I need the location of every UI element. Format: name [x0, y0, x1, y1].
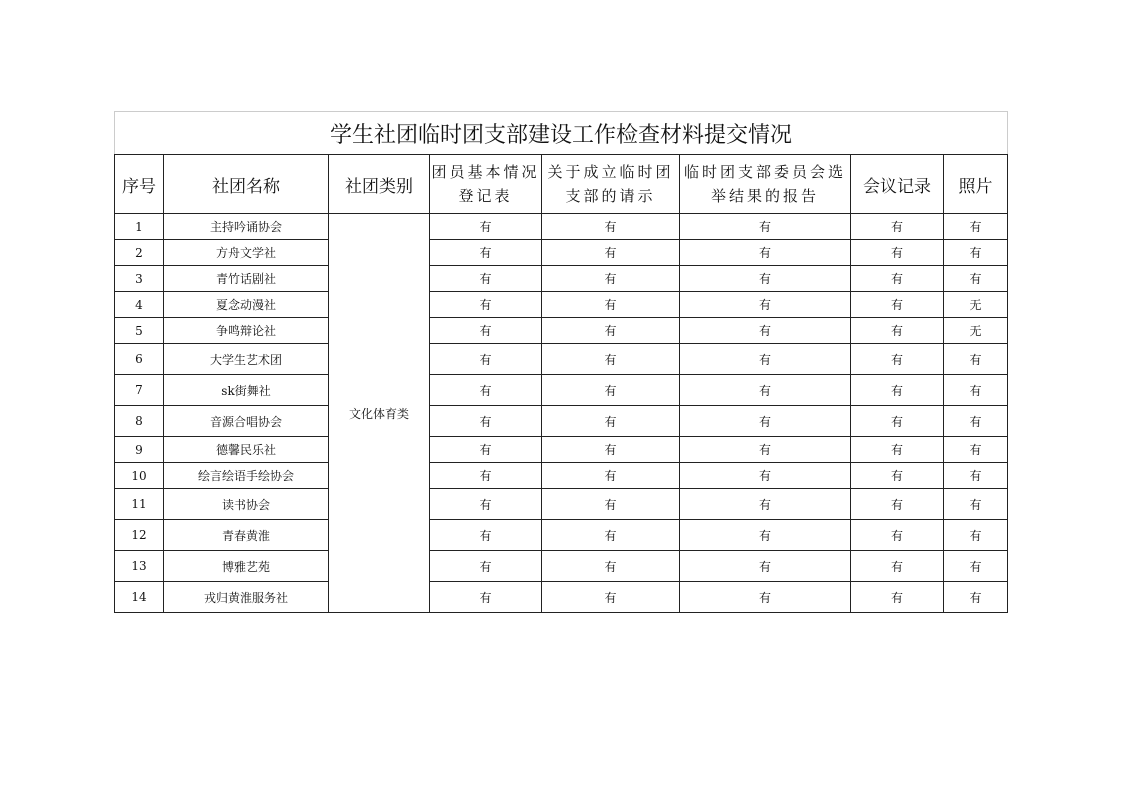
- table-row: [115, 292, 1008, 318]
- row-committee-election-report: 有: [680, 318, 851, 344]
- row-club-name: 绘言绘语手绘协会: [164, 463, 329, 489]
- row-club-name: 青竹话剧社: [164, 266, 329, 292]
- row-member-registration-form: 有: [430, 318, 542, 344]
- row-meeting-minutes: 有: [851, 318, 944, 344]
- row-committee-election-report: 有: [680, 240, 851, 266]
- row-branch-establishment-request: 有: [542, 463, 680, 489]
- row-meeting-minutes: 有: [851, 463, 944, 489]
- table-row: [115, 266, 1008, 292]
- header-club-name: 社团名称: [164, 155, 329, 214]
- row-index: 9: [115, 437, 164, 463]
- row-index: 2: [115, 240, 164, 266]
- row-club-name: 争鸣辩论社: [164, 318, 329, 344]
- row-photos: 有: [944, 406, 1008, 437]
- row-photos: 有: [944, 240, 1008, 266]
- row-branch-establishment-request: 有: [542, 266, 680, 292]
- row-meeting-minutes: 有: [851, 375, 944, 406]
- row-photos: 有: [944, 344, 1008, 375]
- row-member-registration-form: 有: [430, 240, 542, 266]
- row-photos: 有: [944, 582, 1008, 613]
- row-committee-election-report: 有: [680, 292, 851, 318]
- row-photos: 有: [944, 266, 1008, 292]
- row-photos: 有: [944, 489, 1008, 520]
- row-meeting-minutes: 有: [851, 520, 944, 551]
- table-row: [115, 551, 1008, 582]
- row-committee-election-report: 有: [680, 489, 851, 520]
- row-member-registration-form: 有: [430, 437, 542, 463]
- row-meeting-minutes: 有: [851, 214, 944, 240]
- row-photos: 无: [944, 292, 1008, 318]
- row-branch-establishment-request: 有: [542, 437, 680, 463]
- row-index: 5: [115, 318, 164, 344]
- table-row: [115, 463, 1008, 489]
- row-committee-election-report: 有: [680, 214, 851, 240]
- row-member-registration-form: 有: [430, 463, 542, 489]
- header-committee-election-report: 临时团支部委员会选举结果的报告: [680, 155, 851, 214]
- table-row: [115, 406, 1008, 437]
- row-index: 7: [115, 375, 164, 406]
- table-row: [115, 582, 1008, 613]
- row-committee-election-report: 有: [680, 463, 851, 489]
- row-member-registration-form: 有: [430, 266, 542, 292]
- header-photos: 照片: [944, 155, 1008, 214]
- row-branch-establishment-request: 有: [542, 344, 680, 375]
- row-index: 6: [115, 344, 164, 375]
- row-meeting-minutes: 有: [851, 551, 944, 582]
- table-row: [115, 437, 1008, 463]
- row-branch-establishment-request: 有: [542, 406, 680, 437]
- row-club-name: 夏念动漫社: [164, 292, 329, 318]
- row-club-name: 博雅艺苑: [164, 551, 329, 582]
- row-photos: 有: [944, 463, 1008, 489]
- row-index: 12: [115, 520, 164, 551]
- row-photos: 有: [944, 214, 1008, 240]
- row-index: 8: [115, 406, 164, 437]
- row-committee-election-report: 有: [680, 582, 851, 613]
- row-branch-establishment-request: 有: [542, 551, 680, 582]
- row-branch-establishment-request: 有: [542, 214, 680, 240]
- submission-table: [114, 111, 1008, 613]
- row-branch-establishment-request: 有: [542, 240, 680, 266]
- row-member-registration-form: 有: [430, 520, 542, 551]
- row-meeting-minutes: 有: [851, 437, 944, 463]
- row-branch-establishment-request: 有: [542, 520, 680, 551]
- row-member-registration-form: 有: [430, 582, 542, 613]
- row-meeting-minutes: 有: [851, 489, 944, 520]
- row-club-name: 读书协会: [164, 489, 329, 520]
- table-title: 学生社团临时团支部建设工作检查材料提交情况: [115, 112, 1008, 155]
- table-row: [115, 489, 1008, 520]
- row-index: 14: [115, 582, 164, 613]
- row-club-name: 戎归黄淮服务社: [164, 582, 329, 613]
- row-club-name: 德馨民乐社: [164, 437, 329, 463]
- row-member-registration-form: 有: [430, 489, 542, 520]
- row-member-registration-form: 有: [430, 406, 542, 437]
- row-club-name: 主持吟诵协会: [164, 214, 329, 240]
- header-index: 序号: [115, 155, 164, 214]
- table-row: [115, 375, 1008, 406]
- row-member-registration-form: 有: [430, 214, 542, 240]
- row-branch-establishment-request: 有: [542, 489, 680, 520]
- row-photos: 无: [944, 318, 1008, 344]
- row-branch-establishment-request: 有: [542, 582, 680, 613]
- header-category: 社团类别: [329, 155, 430, 214]
- row-committee-election-report: 有: [680, 344, 851, 375]
- row-index: 1: [115, 214, 164, 240]
- row-index: 13: [115, 551, 164, 582]
- row-photos: 有: [944, 520, 1008, 551]
- row-member-registration-form: 有: [430, 344, 542, 375]
- table-row: [115, 344, 1008, 375]
- table-body: [115, 214, 1008, 613]
- row-meeting-minutes: 有: [851, 266, 944, 292]
- row-branch-establishment-request: 有: [542, 318, 680, 344]
- header-branch-establishment-request: 关于成立临时团支部的请示: [542, 155, 680, 214]
- header-meeting-minutes: 会议记录: [851, 155, 944, 214]
- row-photos: 有: [944, 437, 1008, 463]
- row-meeting-minutes: 有: [851, 406, 944, 437]
- row-club-name: 方舟文学社: [164, 240, 329, 266]
- row-committee-election-report: 有: [680, 551, 851, 582]
- row-committee-election-report: 有: [680, 266, 851, 292]
- row-club-name: sk街舞社: [164, 375, 329, 406]
- row-index: 11: [115, 489, 164, 520]
- row-meeting-minutes: 有: [851, 292, 944, 318]
- row-branch-establishment-request: 有: [542, 375, 680, 406]
- row-club-name: 大学生艺术团: [164, 344, 329, 375]
- row-committee-election-report: 有: [680, 437, 851, 463]
- row-meeting-minutes: 有: [851, 582, 944, 613]
- row-photos: 有: [944, 551, 1008, 582]
- row-index: 10: [115, 463, 164, 489]
- row-club-name: 音源合唱协会: [164, 406, 329, 437]
- row-member-registration-form: 有: [430, 551, 542, 582]
- table-row: [115, 214, 1008, 240]
- table-row: [115, 520, 1008, 551]
- table-row: [115, 240, 1008, 266]
- row-index: 4: [115, 292, 164, 318]
- row-committee-election-report: 有: [680, 406, 851, 437]
- row-committee-election-report: 有: [680, 375, 851, 406]
- table-row: [115, 318, 1008, 344]
- row-meeting-minutes: 有: [851, 240, 944, 266]
- header-member-registration-form: 团员基本情况登记表: [430, 155, 542, 214]
- row-club-name: 青春黄淮: [164, 520, 329, 551]
- row-meeting-minutes: 有: [851, 344, 944, 375]
- category-cell: 文化体育类: [329, 214, 430, 613]
- row-index: 3: [115, 266, 164, 292]
- row-photos: 有: [944, 375, 1008, 406]
- row-member-registration-form: 有: [430, 292, 542, 318]
- row-branch-establishment-request: 有: [542, 292, 680, 318]
- row-member-registration-form: 有: [430, 375, 542, 406]
- row-committee-election-report: 有: [680, 520, 851, 551]
